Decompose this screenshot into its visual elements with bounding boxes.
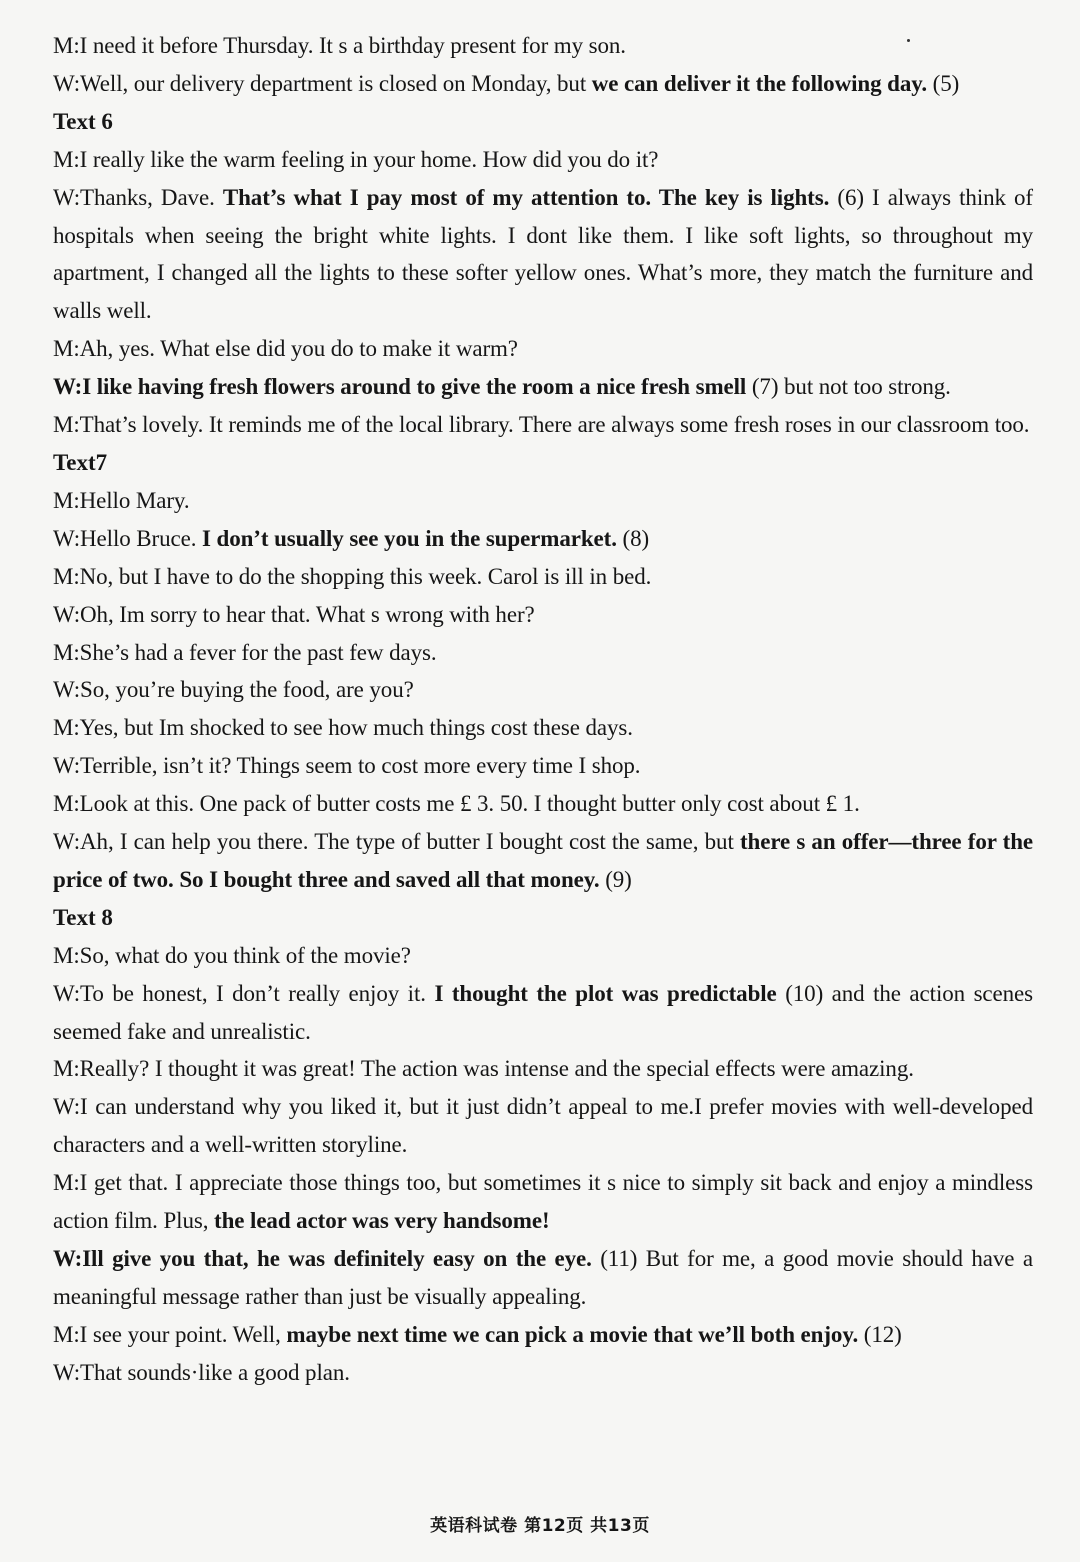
dialogue-line: [53, 1316, 1033, 1354]
dialogue-line: [53, 406, 1033, 444]
dialogue-line: [53, 937, 1033, 975]
dialogue-line: [53, 975, 1033, 1051]
dialogue-line: [53, 179, 1033, 331]
text-run: M:I get that. I appreciate those things too, but sometimes it s nice to simply sit back and enjoy a mindless action film. Plus,: [53, 1170, 1033, 1234]
dialogue-line: [53, 823, 1033, 899]
text-run: M:Yes, but Im shocked to see how much things cost these days.: [53, 715, 633, 741]
text-run: M:She’s had a fever for the past few days.: [53, 639, 437, 665]
text-run: Text7: [53, 449, 108, 475]
text-run: W:To be honest, I don’t really enjoy it.: [53, 980, 435, 1006]
section-heading: [53, 103, 1033, 141]
dialogue-line: [53, 1354, 1033, 1392]
text-run: W:Oh, Im sorry to hear that. What s wrong with her?: [53, 601, 535, 627]
transcript-body: [53, 27, 1033, 1392]
section-heading: [53, 444, 1033, 482]
text-run: M:So, what do you think of the movie?: [53, 942, 411, 968]
key-phrase: there s an offer—three for the price of two. So I bought three and saved all that money.: [53, 829, 1033, 892]
dialogue-line: [53, 368, 1033, 406]
dialogue-line: [53, 520, 1033, 558]
dialogue-line: [53, 27, 1033, 65]
text-run: M:Really? I thought it was great! The action was intense and the special effects were amazing.: [53, 1056, 914, 1082]
text-run: M:Look at this. One pack of butter costs me £ 3. 50. I thought butter only cost about £ 1.: [53, 791, 860, 817]
text-run: (6) I always think of hospitals when seeing the bright white lights. I dont like them. I like soft lights, so throughout my apartment, I changed all the lights to these softer yellow ones. What’s more, they match the furniture and walls well.: [53, 184, 1033, 324]
text-run: (7) but not too strong.: [746, 374, 951, 400]
dialogue-line: [53, 747, 1033, 785]
text-run: (12): [858, 1321, 902, 1347]
text-run: W:Well, our delivery department is closed on Monday, but: [53, 70, 592, 96]
dialogue-line: [53, 330, 1033, 368]
dialogue-line: [53, 596, 1033, 634]
text-run: (5): [927, 70, 960, 96]
text-run: W:Terrible, isn’t it? Things seem to cost more every time I shop.: [53, 753, 641, 779]
dialogue-line: [53, 1164, 1033, 1240]
text-run: M:Ah, yes. What else did you do to make it warm?: [53, 336, 518, 362]
text-run: W:That sounds·like a good plan.: [53, 1359, 350, 1385]
key-phrase: maybe next time we can pick a movie that we’ll both enjoy.: [286, 1321, 859, 1347]
text-run: M:No, but I have to do the shopping this week. Carol is ill in bed.: [53, 563, 652, 589]
key-phrase: W:I like having fresh flowers around to give the room a nice fresh smell: [53, 374, 747, 400]
dialogue-line: [53, 1050, 1033, 1088]
text-run: M:I really like the warm feeling in your home. How did you do it?: [53, 146, 659, 172]
text-run: W:Thanks, Dave.: [53, 184, 223, 210]
text-run: M:I see your point. Well,: [53, 1321, 287, 1347]
dialogue-line: [53, 65, 1033, 103]
dialogue-line: [53, 1088, 1033, 1164]
text-run: Text 8: [53, 904, 113, 930]
section-heading: [53, 899, 1033, 937]
text-run: W:Ah, I can help you there. The type of butter I bought cost the same, but: [53, 829, 740, 855]
text-run: Text 6: [53, 108, 113, 134]
page-footer: 英语科试卷 第12页 共13页: [430, 1516, 650, 1536]
dialogue-line: [53, 141, 1033, 179]
text-run: W:Hello Bruce.: [53, 525, 203, 551]
dialogue-line: [53, 1240, 1033, 1316]
dialogue-line: [53, 634, 1033, 672]
text-run: W:So, you’re buying the food, are you?: [53, 677, 414, 703]
dialogue-line: [53, 709, 1033, 747]
text-run: (10) and the action scenes seemed fake and unrealistic.: [53, 980, 1033, 1044]
dialogue-line: [53, 785, 1033, 823]
text-run: M:That’s lovely. It reminds me of the local library. There are always some fresh roses in our classroom too.: [53, 412, 1030, 438]
text-run: W:I can understand why you liked it, but it just didn’t appeal to me.I prefer movies with well-developed characters and a well-written storyline.: [53, 1094, 1033, 1158]
key-phrase: I don’t usually see you in the supermarket.: [202, 525, 617, 551]
text-run: M:I need it before Thursday. It s a birthday present for my son.: [53, 33, 626, 58]
dialogue-line: [53, 671, 1033, 709]
dialogue-line: [53, 482, 1033, 520]
text-run: (9): [599, 866, 632, 892]
key-phrase: W:Ill give you that, he was definitely easy on the eye.: [53, 1246, 592, 1271]
dialogue-line: [53, 558, 1033, 596]
key-phrase: I thought the plot was predictable: [434, 980, 777, 1006]
text-run: (11) But for me, a good movie should have a meaningful message rather than just be visually appealing.: [53, 1246, 1033, 1309]
text-run: (8): [616, 525, 650, 551]
key-phrase: the lead actor was very handsome!: [214, 1208, 550, 1234]
text-run: M:Hello Mary.: [53, 487, 190, 513]
key-phrase: we can deliver it the following day.: [591, 70, 927, 96]
key-phrase: That’s what I pay most of my attention to. The key is lights.: [222, 184, 830, 210]
